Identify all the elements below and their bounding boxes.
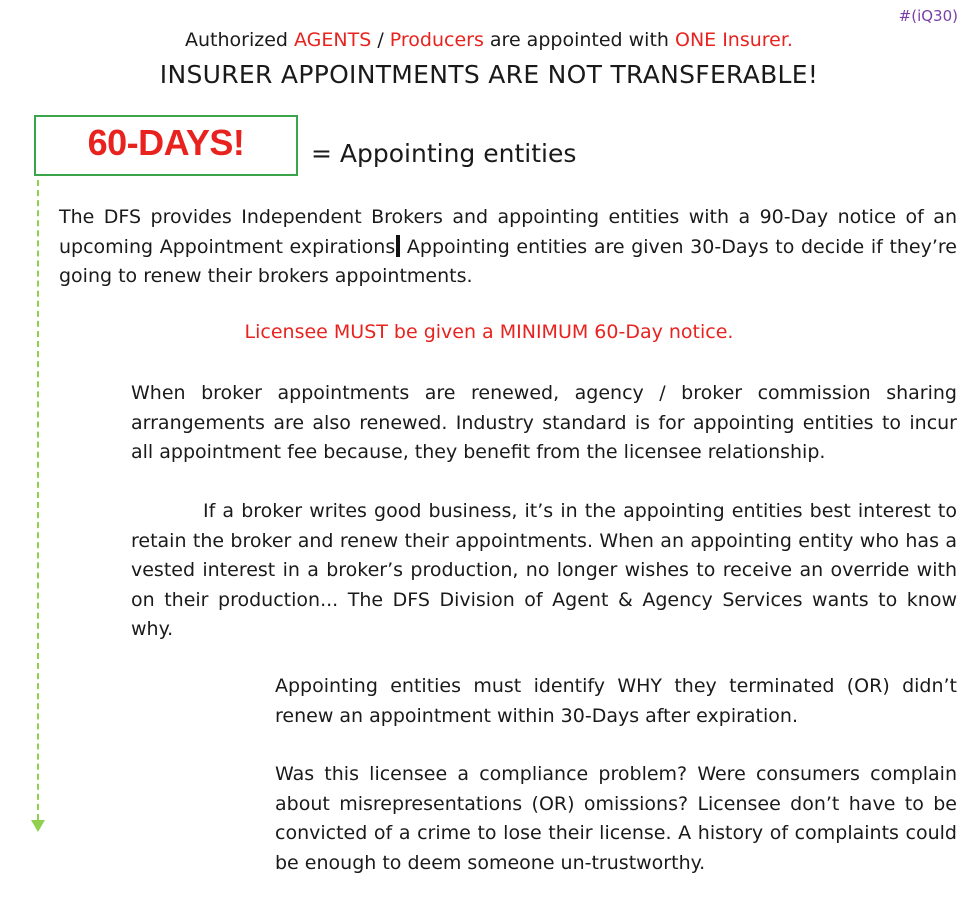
header-insurer: ONE Insurer. <box>674 29 793 51</box>
paragraph-notice-a: The DFS provides Independent Brokers and appointing entities with a 90-Day notice of an upcoming Appointment expirations <box>59 206 957 258</box>
page-id-label: #(iQ30) <box>898 7 958 25</box>
header-line-1 <box>0 29 978 51</box>
paragraph-identify-why: Appointing entities must identify WHY they terminated (OR) didn’t renew an appointment within 30-Days after expiration. <box>275 675 957 727</box>
badge-caption: = Appointing entities <box>311 139 577 168</box>
header-producers: Producers <box>389 29 484 51</box>
header-agents: AGENTS <box>294 29 372 51</box>
arrow-down-icon <box>31 820 45 832</box>
paragraph-notice-b: Appointing entities are given 30-Days to decide if they’re going to renew their brokers appointments. <box>59 235 957 287</box>
header-mid: are appointed with <box>483 29 675 51</box>
header-sep: / <box>371 29 390 51</box>
paragraph-good-business-text: If a broker writes good business, it’s in the appointing entities best interest to retain the broker and renew their appointments. When an appointing entity who has a vested interest in a broker’s production, no longer wishes to receive an override with on their production... The DFS Division of Agent & Agency Services wants to know why. <box>131 500 957 640</box>
badge-label: 60-DAYS! <box>87 122 245 163</box>
paragraph-renewal: When broker appointments are renewed, agency / broker commission sharing arrangements are also renewed. Industry standard is for appointing entities to incur all appointment fee because, they benefit from the licensee relationship. <box>131 382 957 463</box>
paragraph-notice <box>59 203 957 292</box>
paragraph-minimum-notice: Licensee MUST be given a MINIMUM 60-Day notice. <box>244 321 734 343</box>
timeline-dashed-line <box>37 180 39 820</box>
paragraph-compliance: Was this licensee a compliance problem? Were consumers complain about misrepresentations (OR) omissions? Licensee don’t have to be convicted of a crime to lose their license. A history of complaints could be enough to deem someone un-trustworthy. <box>275 763 957 874</box>
page-title: INSURER APPOINTMENTS ARE NOT TRANSFERABLE! <box>159 60 819 89</box>
header-pre: Authorized <box>185 29 295 51</box>
paragraph-good-business <box>131 497 957 645</box>
